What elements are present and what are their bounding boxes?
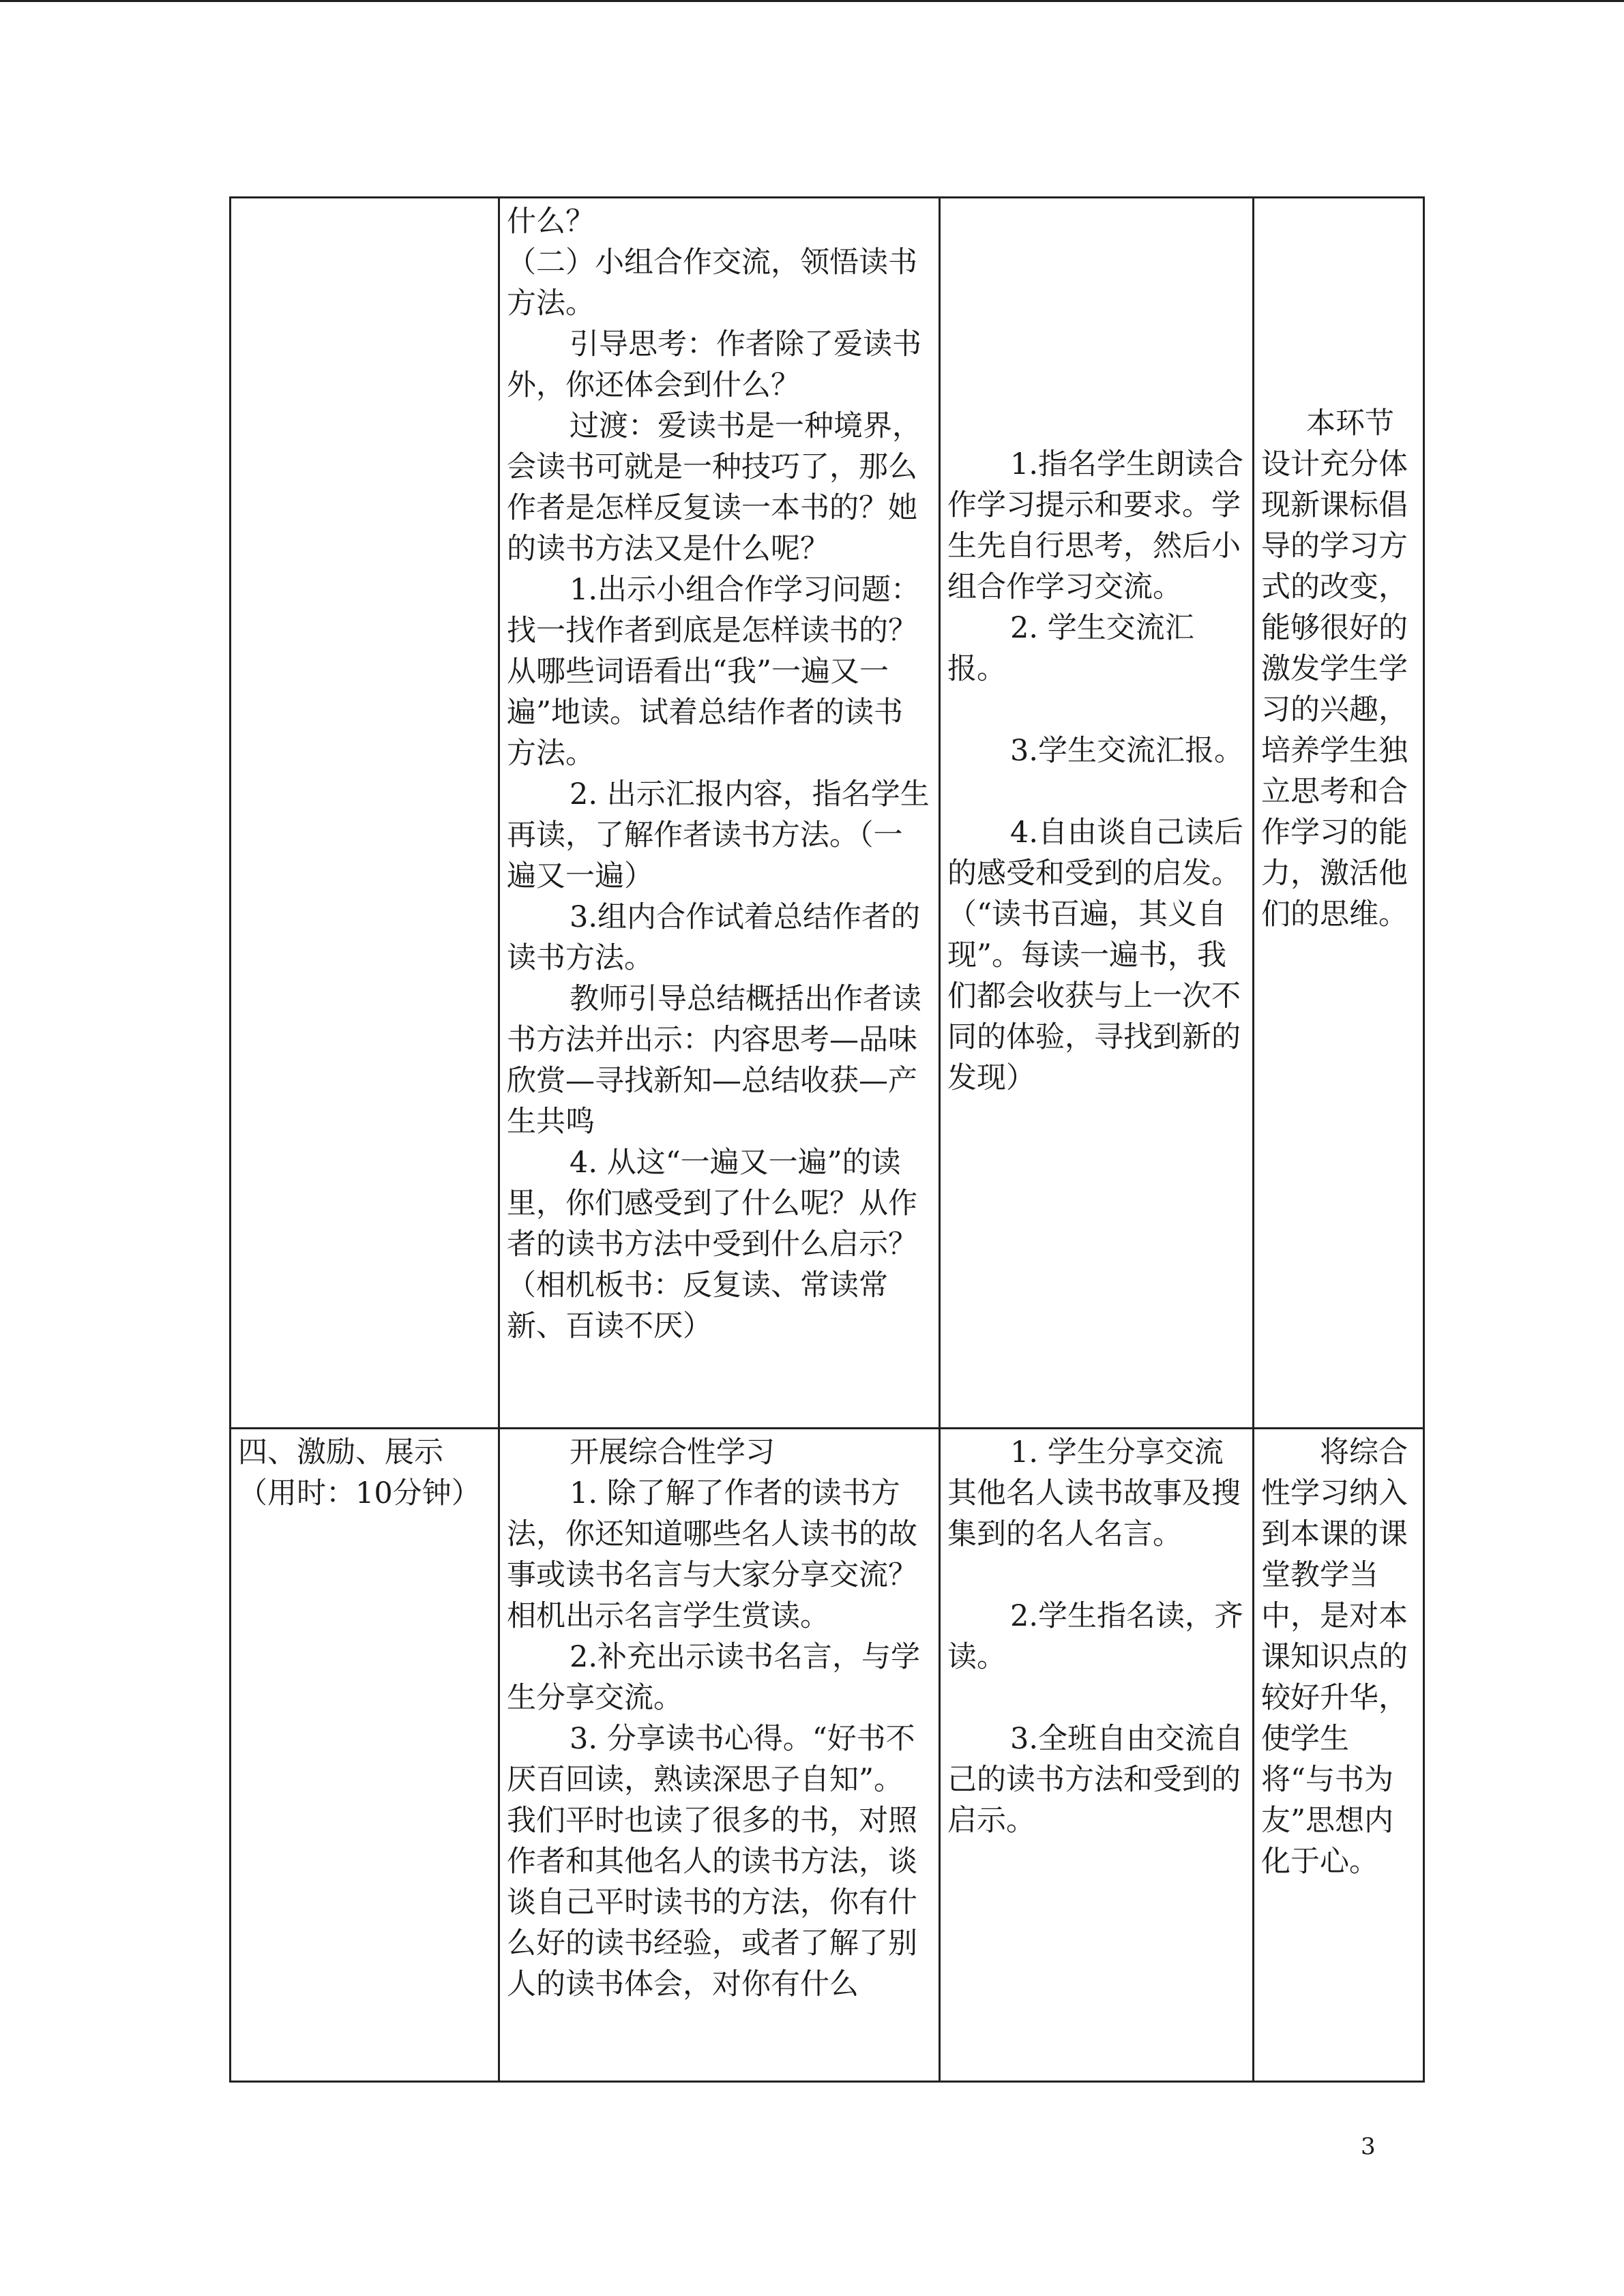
design-intent-cell xyxy=(1254,198,1424,1429)
student-paragraph: 3.学生交流汇报。 xyxy=(1010,734,1244,768)
teacher-paragraph: 过渡：爱读书是一种境界，会读书可就是一种技巧了，那么作者是怎样反复读一本书的？她的读书方法又是什么呢？ xyxy=(507,409,921,566)
student-paragraph: 1. 学生分享交流其他名人读书故事及搜集到的名人名言。 xyxy=(947,1435,1241,1551)
teacher-paragraph: 1.出示小组合作学习问题：找一找作者到底是怎样读书的？从哪些词语看出“我”一遍又一遍”地读。试着总结作者的读书方法。 xyxy=(507,573,921,771)
teacher-paragraph: 3.组内合作试着总结作者的读书方法。 xyxy=(507,900,921,975)
stage-text: 四、激励、展示（用时：10分钟） xyxy=(238,1435,481,1510)
teacher-paragraph: 4. 从这“一遍又一遍”的读里，你们感受到了什么呢？从作者的读书方法中受到什么启示？ （相机板书：反复读、常读常新、百读不厌） xyxy=(507,1146,917,1343)
teacher-paragraph: 开展综合性学习 xyxy=(570,1435,775,1470)
intent-paragraph: 将综合性学习纳入到本课的课堂教学当中，是对本课知识点的较好升华，使学生将“与书为友”思想内化于心。 xyxy=(1261,1435,1408,1879)
student-paragraph: 3.全班自由交流自己的读书方法和受到的启示。 xyxy=(947,1722,1244,1838)
student-paragraph: 2. 学生交流汇报。 xyxy=(947,611,1194,686)
page-top-rule xyxy=(0,0,1624,2)
student-activity-cell xyxy=(940,198,1254,1429)
stage-cell xyxy=(231,198,499,1429)
student-paragraph: 4.自由谈自己读后的感受和受到的启发。（“读书百遍，其义自现”。每读一遍书，我们都会收获与上一次不同的体验，寻找到新的发现） xyxy=(947,816,1244,1095)
table-row xyxy=(231,198,1424,1429)
design-intent-cell xyxy=(1254,1429,1424,2082)
teacher-paragraph: 3. 分享读书心得。“好书不厌百回读，熟读深思子自知”。我们平时也读了很多的书，对照作者和其他名人的读书方法，谈谈自己平时读书的方法，你有什么好的读书经验，或者了解了别人的读书体会，对你有什么 xyxy=(507,1722,917,2001)
student-paragraph: 2.学生指名读，齐读。 xyxy=(947,1599,1244,1674)
student-activity-cell xyxy=(940,1429,1254,2082)
teacher-paragraph: 什么？ xyxy=(507,205,595,239)
stage-cell xyxy=(231,1429,499,2082)
teacher-paragraph: 引导思考：作者除了爱读书外，你还体会到什么？ xyxy=(507,327,921,402)
student-paragraph: 1.指名学生朗读合作学习提示和要求。学生先自行思考，然后小组合作学习交流。 xyxy=(947,447,1244,604)
teacher-activity-cell xyxy=(499,198,940,1429)
lesson-plan-table xyxy=(229,196,1425,2083)
teacher-paragraph: 教师引导总结概括出作者读书方法并出示：内容思考—品味欣赏—寻找新知—总结收获—产生共鸣 xyxy=(507,982,921,1139)
teacher-activity-cell xyxy=(499,1429,940,2082)
teacher-paragraph: （二）小组合作交流，领悟读书方法。 xyxy=(507,245,917,320)
table-row xyxy=(231,1429,1424,2082)
page-number: 3 xyxy=(1361,2133,1376,2160)
teacher-paragraph: 2. 出示汇报内容，指名学生再读，了解作者读书方法。（一遍又一遍） xyxy=(507,777,930,893)
intent-paragraph: 本环节设计充分体现新课标倡导的学习方式的改变，能够很好的激发学生学习的兴趣，培养学生独立思考和合作学习的能力，激活他们的思维。 xyxy=(1261,406,1408,931)
teacher-paragraph: 2.补充出示读书名言，与学生分享交流。 xyxy=(507,1640,921,1715)
teacher-paragraph: 1. 除了解了作者的读书方法，你还知道哪些名人读书的故事或读书名言与大家分享交流？相机出示名言学生赏读。 xyxy=(507,1476,917,1633)
